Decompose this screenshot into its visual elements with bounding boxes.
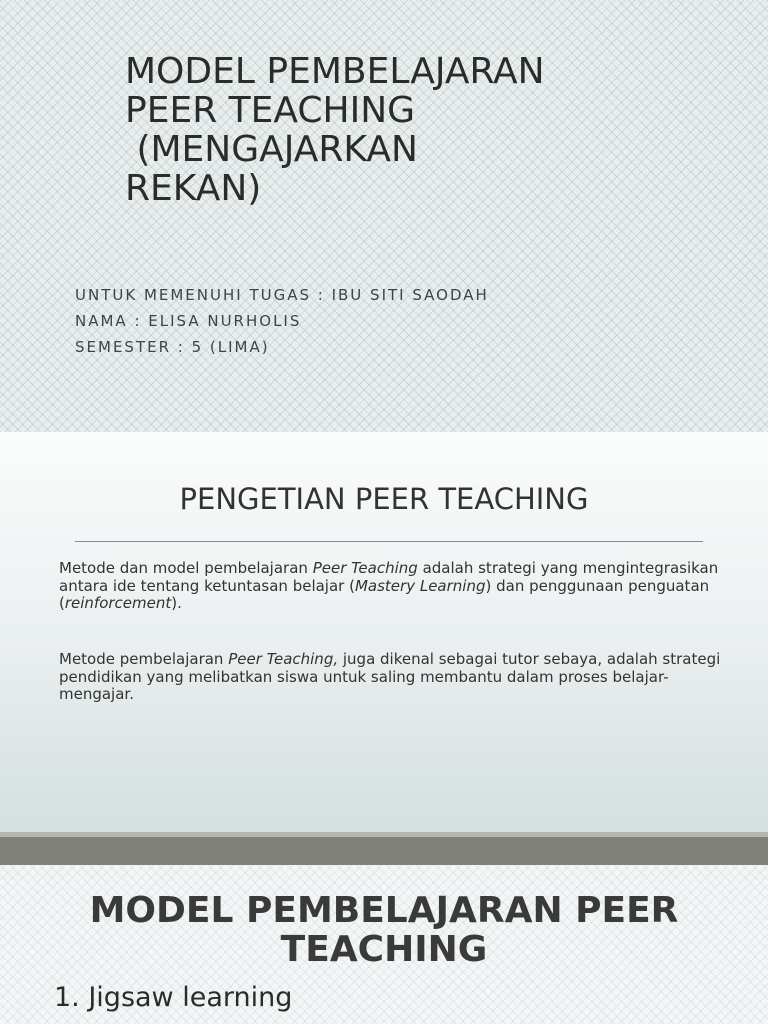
text-run: ) dan penggunaan penguatan ( bbox=[59, 576, 710, 612]
text-run: adalah strategi yang mengintegrasikan antara ide tentang ketuntasan belajar ( bbox=[59, 559, 719, 595]
title-slide bbox=[0, 0, 768, 432]
slide-heading bbox=[0, 891, 768, 969]
presentation-subtitle bbox=[75, 282, 489, 360]
model-list bbox=[54, 982, 292, 1013]
title-line: (MENGAJARKAN bbox=[125, 129, 418, 170]
title-line: PEER TEACHING bbox=[125, 90, 416, 131]
slide-heading: PENGETIAN PEER TEACHING bbox=[179, 482, 589, 516]
heading-line: TEACHING bbox=[280, 929, 488, 970]
italic-term: Peer Teaching, bbox=[228, 650, 339, 668]
presentation-title bbox=[125, 52, 645, 208]
italic-term: reinforcement bbox=[64, 594, 172, 612]
text-run: ). bbox=[171, 594, 182, 612]
subtitle-assignment: UNTUK MEMENUHI TUGAS : IBU SITI SAODAH bbox=[75, 286, 489, 304]
list-item: 1. Jigsaw learning bbox=[54, 982, 293, 1013]
description-paragraph bbox=[59, 651, 729, 704]
text-run: juga dikenal sebagai tutor sebaya, adalah strategi pendidikan yang melibatkan siswa untuk saling membantu dalam proses belajar-mengajar. bbox=[59, 650, 721, 703]
heading-divider bbox=[75, 541, 703, 542]
subtitle-semester: SEMESTER : 5 (LIMA) bbox=[75, 338, 270, 356]
title-line: MODEL PEMBELAJARAN bbox=[125, 51, 545, 92]
slide-separator-band bbox=[0, 837, 768, 865]
italic-term: Mastery Learning bbox=[354, 576, 486, 595]
heading-line: MODEL PEMBELAJARAN PEER bbox=[89, 890, 679, 931]
definition-paragraph bbox=[59, 560, 729, 613]
title-line: REKAN) bbox=[125, 168, 262, 209]
subtitle-name: NAMA : ELISA NURHOLIS bbox=[75, 312, 302, 330]
text-run: Metode dan model pembelajaran bbox=[59, 559, 313, 577]
models-slide bbox=[0, 865, 768, 1024]
text-run: Metode pembelajaran bbox=[59, 650, 229, 668]
definition-slide bbox=[0, 432, 768, 832]
italic-term: Peer Teaching bbox=[312, 559, 418, 577]
